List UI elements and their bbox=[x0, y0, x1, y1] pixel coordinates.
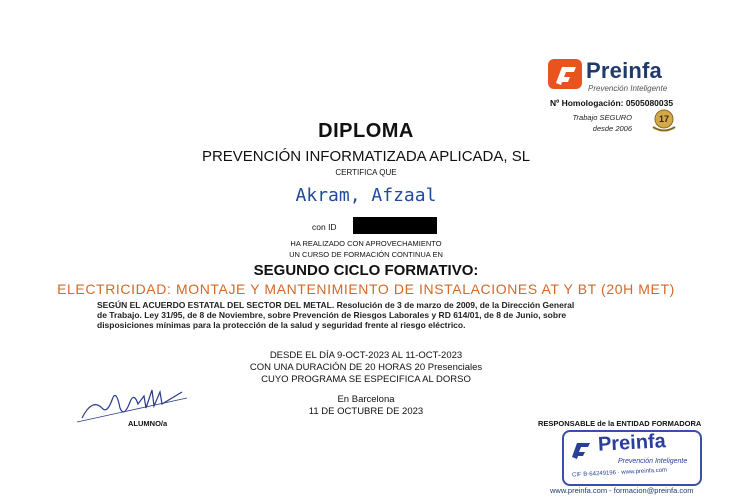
lugar-date: 11 DE OCTUBRE DE 2023 bbox=[308, 406, 424, 417]
acuerdo-line1: SEGÚN EL ACUERDO ESTATAL DEL SECTOR DEL METAL. Resolución de 3 de marzo de 2009, de la Dirección General bbox=[97, 300, 575, 310]
acuerdo-line2: de Trabajo. Ley 31/95, de 8 de Noviembre, sobre Prevención de Riesgos Laborales y RD 614/01, de 8 de Junio, sobre bbox=[97, 310, 567, 320]
alumno-label: ALUMNO/a bbox=[128, 419, 168, 428]
ciclo-formativo: SEGUNDO CICLO FORMATIVO: bbox=[253, 262, 479, 279]
anniversary-number: 17 bbox=[658, 114, 670, 124]
fechas-line1: DESDE EL DÍA 9-OCT-2023 AL 11-OCT-2023 bbox=[269, 350, 463, 361]
realizado-line1: HA REALIZADO CON APROVECHAMIENTO bbox=[290, 239, 442, 248]
course-title: ELECTRICIDAD: MONTAJE Y MANTENIMIENTO DE INSTALACIONES AT Y BT (20H MET) bbox=[57, 281, 675, 297]
homologacion-number: Nº Homologación: 0505080035 bbox=[550, 98, 674, 108]
fechas-line3: CUYO PROGRAMA SE ESPECIFICA AL DORSO bbox=[261, 374, 471, 385]
realizado-line2: UN CURSO DE FORMACIÓN CONTINUA EN bbox=[289, 250, 443, 259]
certifica-que: CERTIFICA QUE bbox=[335, 168, 397, 177]
stamp-cif: CIF B-64249196 · www.preinfa.com bbox=[571, 467, 668, 479]
lugar-city: En Barcelona bbox=[337, 394, 395, 405]
trabajo-seguro-line1: Trabajo SEGURO bbox=[572, 113, 632, 122]
stamp-name: Preinfa bbox=[597, 430, 667, 456]
preinfa-logo-icon bbox=[548, 59, 582, 89]
logo-tagline: Prevención Inteligente bbox=[588, 84, 668, 93]
student-name: Akram, Afzaal bbox=[295, 185, 437, 206]
company-name: PREVENCIÓN INFORMATIZADA APLICADA, SL bbox=[201, 148, 531, 165]
logo-name: Preinfa bbox=[586, 58, 662, 83]
stamp-tagline: Prevención Inteligente bbox=[618, 458, 688, 465]
trabajo-seguro-line2: desde 2006 bbox=[592, 124, 632, 133]
fechas-line2: CON UNA DURACIÓN DE 20 HORAS 20 Presenciales bbox=[249, 362, 483, 373]
con-id-label: con ID bbox=[312, 222, 337, 232]
diploma-title: DIPLOMA bbox=[318, 120, 414, 142]
acuerdo-line3: disposiciones mínimas para la protección de la salud y seguridad frente al riesgo eléctrico. bbox=[97, 320, 466, 330]
responsable-label: RESPONSABLE de la ENTIDAD FORMADORA bbox=[538, 419, 702, 428]
acuerdo-text bbox=[97, 300, 637, 330]
stamp-logo-icon bbox=[566, 437, 596, 461]
realizado-text bbox=[0, 238, 732, 260]
redacted-id bbox=[353, 217, 437, 234]
footer-contact: www.preinfa.com - formacion@preinfa.com bbox=[550, 486, 694, 495]
